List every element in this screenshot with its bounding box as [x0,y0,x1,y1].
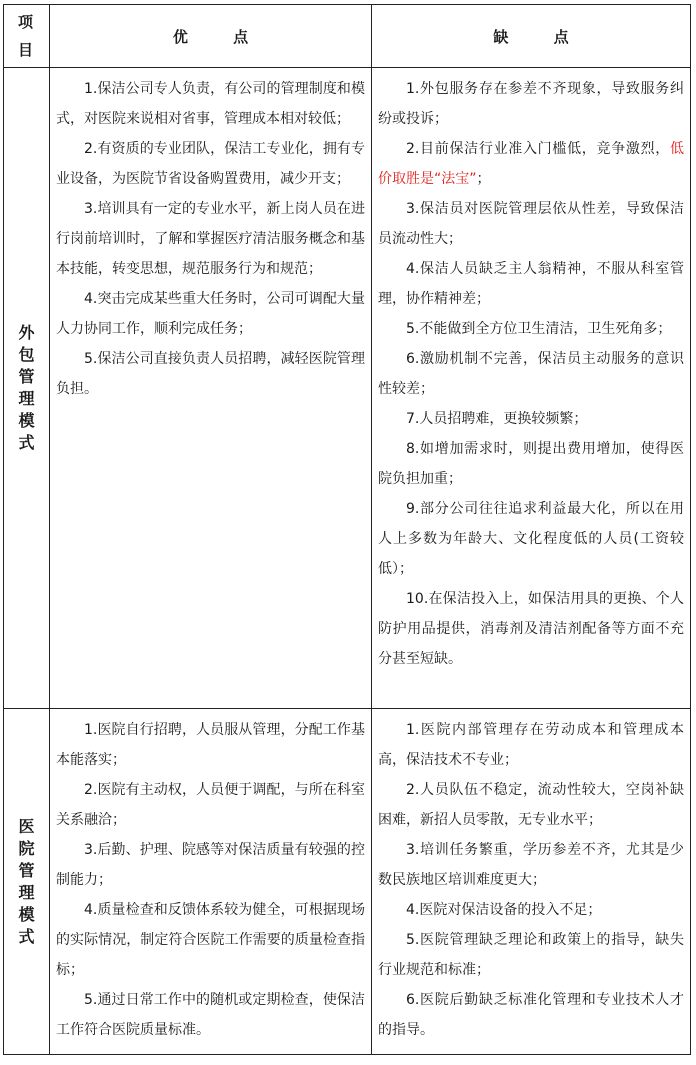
cons-item: 6.医院后勤缺乏标准化管理和专业技术人才的指导。 [378,992,684,1038]
cons-item-text: 2.目前保洁行业准入门槛低，竞争激烈， [406,141,670,157]
cons-item: 5.不能做到全方位卫生清洁，卫生死角多； [406,321,672,337]
pros-item: 5.保洁公司直接负责人员招聘，减轻医院管理负担。 [56,351,365,397]
row-hospital [4,709,691,1055]
cons-item: 8.如增加需求时，则提出费用增加，使得医院负担加重； [378,441,684,487]
row-label-char: 包 [18,345,35,364]
pros-item: 2.有资质的专业团队，保洁工专业化，拥有专业设备，为医院节省设备购置费用，减少开支； [56,141,365,187]
cons-item: 9.部分公司往往追求利益最大化，所以在用人上多数为年龄大、文化程度低的人员(工资较低）； [378,501,684,577]
header-cons-label: 缺 点 [493,27,589,46]
cons-item: 3.培训任务繁重，学历参差不齐，尤其是少数民族地区培训难度更大； [378,842,684,888]
header-pros-label: 优 点 [172,27,269,46]
cons-item: 7.人员招聘难，更换较频繁； [406,411,588,427]
hospital-cons-cell [372,709,691,1055]
cons-item: 1.外包服务存在参差不齐现象，导致服务纠纷或投诉； [378,81,684,127]
header-item-char-1: 项 [17,13,35,31]
row-label-char: 院 [18,838,35,858]
row-label-char: 管 [18,860,35,880]
pros-item: 4.突击完成某些重大任务时，公司可调配大量人力协同工作，顺利完成任务； [56,291,365,337]
header-row [4,5,691,68]
header-pros [50,5,372,68]
row-outsourcing [4,68,691,709]
row-label-char: 管 [18,367,35,386]
pros-item: 3.后勤、护理、院感等对保洁质量有较强的控制能力； [56,842,365,888]
row-label-outsourcing [4,68,50,709]
pros-item: 4.质量检查和反馈体系较为健全，可根据现场的实际情况，制定符合医院工作需要的质量检查指标； [56,902,365,978]
header-item-char-2: 目 [17,41,35,59]
header-item [4,5,50,68]
pros-item: 2.医院有主动权，人员便于调配，与所在科室关系融洽； [56,782,365,828]
cons-item: 5.医院管理缺乏理论和政策上的指导，缺失行业规范和标准； [378,932,684,978]
outsourcing-cons-cell [372,68,691,709]
cons-item: 4.保洁人员缺乏主人翁精神，不服从科室管理，协作精神差； [378,261,684,307]
cons-item-highlight: 低价取胜是“法宝” [378,141,684,187]
row-label-char: 式 [18,433,35,452]
row-label-char: 外 [18,323,35,342]
pros-item: 5.通过日常工作中的随机或定期检查，使保洁工作符合医院质量标准。 [56,992,365,1038]
pros-item: 1.医院自行招聘，人员服从管理，分配工作基本能落实； [56,722,365,768]
comparison-page [3,4,690,1055]
cons-item [378,134,684,194]
row-label-char: 模 [18,904,35,924]
cons-item: 1.医院内部管理存在劳动成本和管理成本高，保洁技术不专业； [378,722,684,768]
row-label-char: 理 [18,882,35,902]
cons-item-suffix: ； [476,171,491,187]
row-label-char: 医 [18,816,35,836]
cons-item: 3.保洁员对医院管理层依从性差，导致保洁员流动性大； [378,201,684,247]
cons-item: 10.在保洁投入上，如保洁用具的更换、个人防护用品提供，消毒剂及清洁剂配备等方面不充分甚至短缺。 [378,591,684,667]
header-cons [372,5,691,68]
hospital-pros-cell [50,709,372,1055]
row-label-hospital [4,709,50,1055]
outsourcing-pros-cell [50,68,372,709]
comparison-table [3,4,691,1055]
pros-item: 3.培训具有一定的专业水平，新上岗人员在进行岗前培训时，了解和掌握医疗清洁服务概念和基本技能，转变思想，规范服务行为和规范； [56,201,365,277]
cons-item: 4.医院对保洁设备的投入不足； [406,902,602,918]
row-label-char: 式 [18,926,35,946]
pros-item: 1.保洁公司专人负责，有公司的管理制度和模式，对医院来说相对省事，管理成本相对较低； [56,81,365,127]
cons-item: 2.人员队伍不稳定，流动性较大，空岗补缺困难，新招人员零散，无专业水平； [378,782,684,828]
cons-item: 6.激励机制不完善，保洁员主动服务的意识性较差； [378,351,684,397]
row-label-char: 理 [18,389,35,408]
row-label-char: 模 [18,411,35,430]
